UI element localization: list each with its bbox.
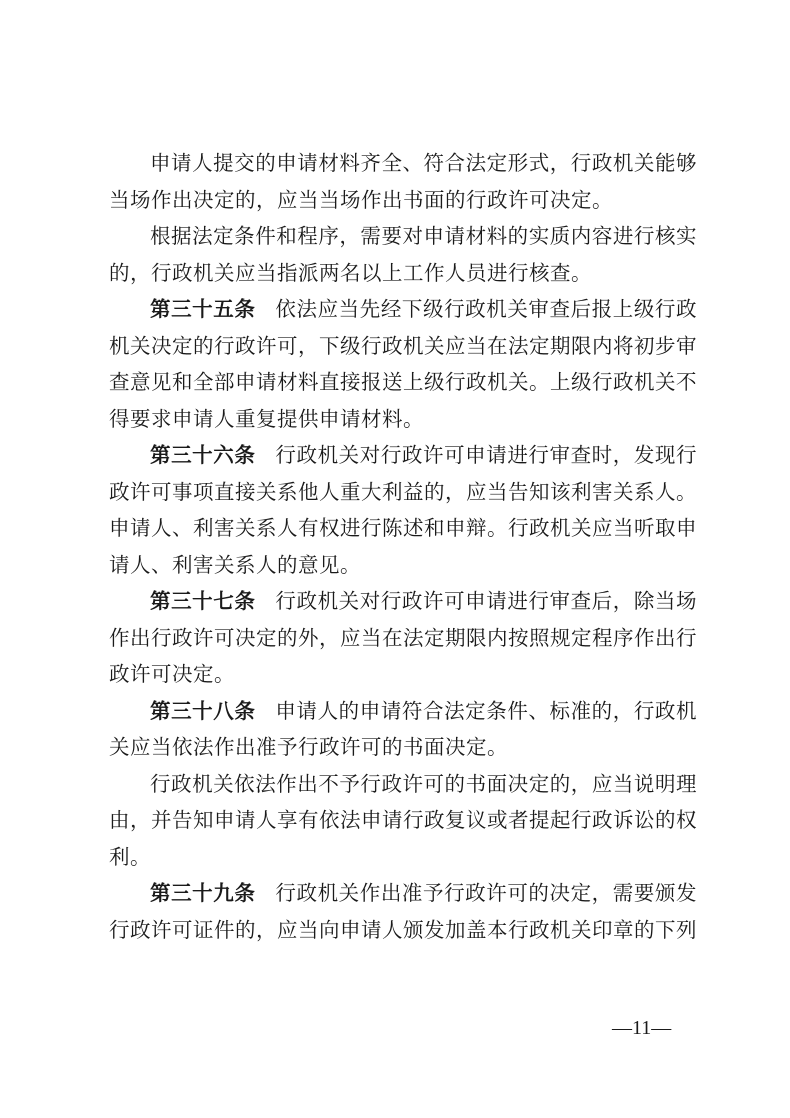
- article-text: 申请人的申请符合法定条件、标准的，行政机关应当依法作出准予行政许可的书面决定。: [109, 698, 698, 759]
- article-38: [109, 693, 697, 766]
- article-number: 第三十八条: [150, 698, 256, 723]
- article-number: 第三十六条: [150, 443, 256, 467]
- article-text: 行政机关作出准予行政许可的决定，需要颁发行政许可证件的，应当向申请人颁发加盖本行政机关印章的下列: [109, 881, 698, 942]
- article-35: [109, 291, 697, 437]
- article-text: 行政机关对行政许可申请进行审查时，发现行政许可事项直接关系他人重大利益的，应当告知该利害关系人。申请人、利害关系人有权进行陈述和申辩。行政机关应当听取申请人、利害关系人的意见。: [109, 443, 698, 577]
- article-39: [109, 875, 697, 948]
- article-number: 第三十九条: [150, 881, 256, 905]
- article-text: 行政机关对行政许可申请进行审查后，除当场作出行政许可决定的外，应当在法定期限内按照规定程序作出行政许可决定。: [109, 589, 698, 686]
- document-body: [109, 145, 697, 948]
- article-text: 依法应当先经下级行政机关审查后报上级行政机关决定的行政许可，下级行政机关应当在法定期限内将初步审查意见和全部申请材料直接报送上级行政机关。上级行政机关不得要求申请人重复提供申请材料。: [109, 297, 698, 431]
- paragraph-text: 根据法定条件和程序，需要对申请材料的实质内容进行核实的，行政机关应当指派两名以上工作人员进行核查。: [109, 224, 697, 285]
- paragraph: [109, 766, 697, 876]
- article-number: 第三十七条: [150, 589, 256, 613]
- paragraph: [109, 218, 697, 291]
- paragraph: [109, 145, 697, 218]
- paragraph-text: 行政机关依法作出不予行政许可的书面决定的，应当说明理由，并告知申请人享有依法申请行政复议或者提起行政诉讼的权利。: [109, 771, 697, 869]
- article-number: 第三十五条: [150, 297, 256, 321]
- article-37: [109, 583, 697, 693]
- page-number: —11—: [612, 1017, 672, 1039]
- article-36: [109, 437, 697, 583]
- paragraph-text: 申请人提交的申请材料齐全、符合法定形式，行政机关能够当场作出决定的，应当当场作出书面的行政许可决定。: [109, 151, 697, 212]
